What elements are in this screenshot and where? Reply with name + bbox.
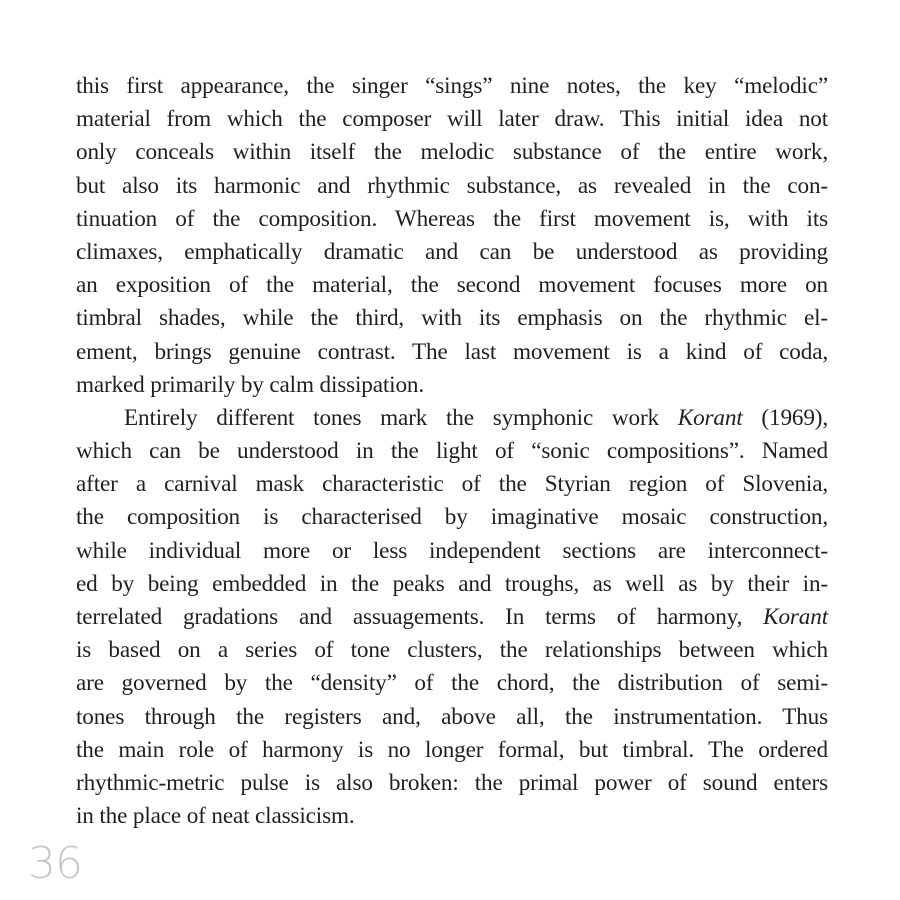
- text-run: the composition is characterised by imaginative mosaic construction,: [76, 504, 828, 531]
- text-line: [76, 535, 828, 568]
- paragraph: [76, 402, 828, 833]
- text-line: [76, 269, 828, 302]
- text-line: [76, 501, 828, 534]
- text-line: [76, 701, 828, 734]
- text-run: ed by being embedded in the peaks and troughs, as well as by their in-: [76, 570, 828, 597]
- text-run: while individual more or less independent sections are interconnect-: [76, 537, 828, 564]
- text-run: an exposition of the material, the second movement focuses more on: [76, 272, 828, 299]
- text-run: which can be understood in the light of “sonic compositions”. Named: [76, 438, 828, 465]
- text-line: [76, 203, 828, 236]
- text-line: [76, 302, 828, 335]
- page-number: 36: [28, 838, 82, 889]
- text-run: material from which the composer will later draw. This initial idea not: [76, 106, 828, 133]
- text-run: climaxes, emphatically dramatic and can be understood as providing: [76, 238, 828, 265]
- text-run: ement, brings genuine contrast. The last movement is a kind of coda,: [76, 338, 828, 365]
- text-line: [76, 103, 828, 136]
- text-line: [76, 634, 828, 667]
- text-line: [76, 435, 828, 468]
- text-line: [76, 369, 828, 402]
- text-line: [76, 236, 828, 269]
- text-line: [76, 667, 828, 700]
- text-run: terrelated gradations and assuagements. In terms of harmony,: [76, 604, 764, 630]
- text-line: [76, 568, 828, 601]
- body-text: [76, 70, 828, 833]
- text-run: only conceals within itself the melodic substance of the entire work,: [76, 139, 828, 166]
- text-run: tinuation of the composition. Whereas the first movement is, with its: [76, 205, 828, 232]
- italic-title: Korant: [677, 404, 743, 431]
- text-run: in the place of neat classicism.: [76, 803, 355, 830]
- text-line: [76, 336, 828, 369]
- text-line: [76, 70, 828, 103]
- italic-title: Korant: [763, 604, 828, 630]
- paragraph: [76, 70, 828, 402]
- text-run: but also its harmonic and rhythmic substance, as revealed in the con-: [76, 172, 828, 199]
- text-line: [76, 601, 828, 634]
- text-line: [76, 170, 828, 203]
- text-line: [76, 468, 828, 501]
- text-run: is based on a series of tone clusters, the relationships between which: [76, 637, 828, 664]
- text-run: (1969),: [742, 404, 828, 431]
- text-run: this first appearance, the singer “sings” nine notes, the key “melodic”: [76, 73, 828, 99]
- text-line: [76, 136, 828, 169]
- text-run: timbral shades, while the third, with its emphasis on the rhythmic el-: [76, 305, 828, 332]
- text-line: [76, 800, 828, 833]
- text-run: after a carnival mask characteristic of the Styrian region of Slovenia,: [76, 471, 828, 498]
- text-line: [76, 734, 828, 767]
- text-line: [76, 402, 828, 435]
- text-run: are governed by the “density” of the chord, the distribution of semi-: [76, 670, 828, 697]
- text-run: rhythmic-metric pulse is also broken: the primal power of sound enters: [76, 769, 828, 796]
- text-run: the main role of harmony is no longer formal, but timbral. The ordered: [76, 736, 828, 763]
- text-line: [76, 767, 828, 800]
- text-run: marked primarily by calm dissipation.: [76, 371, 424, 398]
- text-run: tones through the registers and, above all, the instrumentation. Thus: [76, 703, 828, 730]
- text-run: Entirely different tones mark the symphonic work: [124, 404, 678, 431]
